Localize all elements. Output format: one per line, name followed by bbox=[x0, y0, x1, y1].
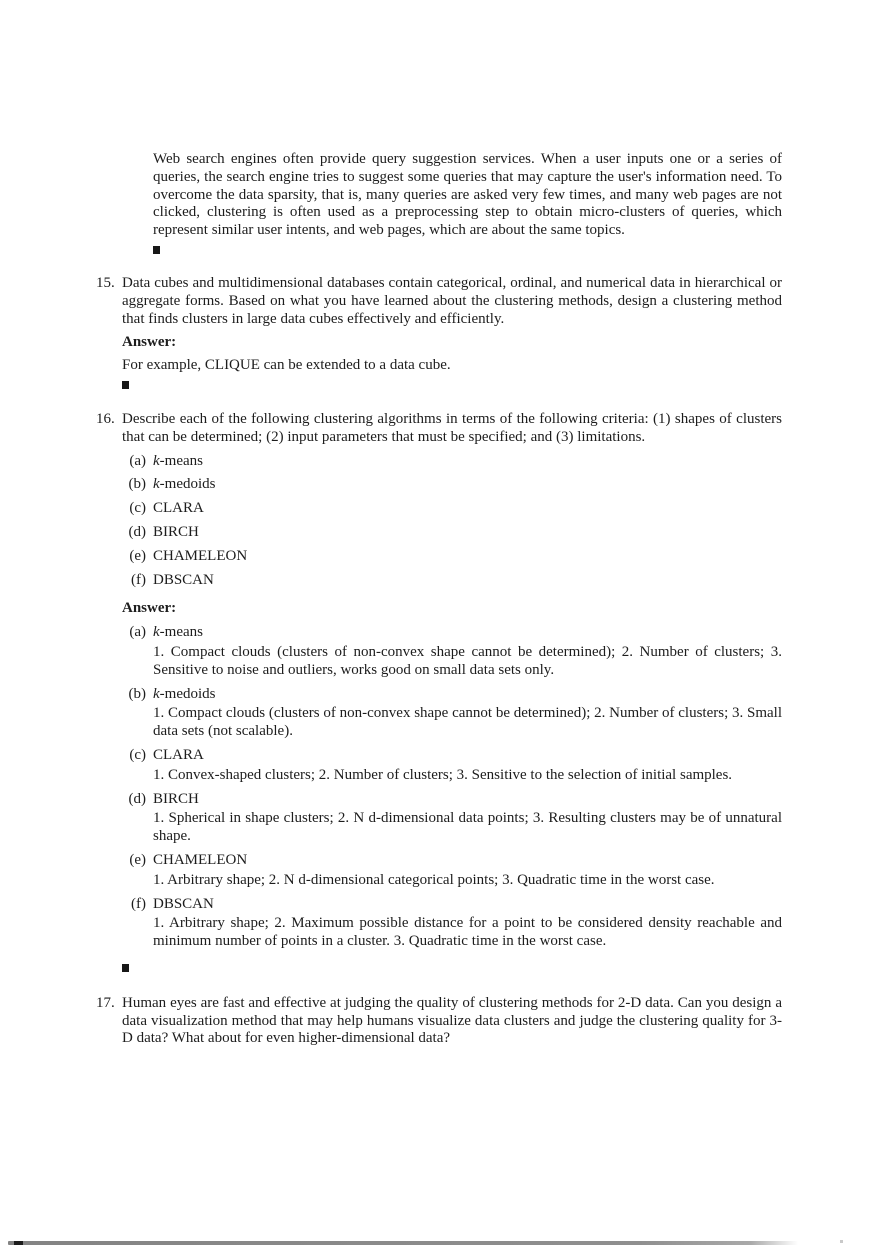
algorithm-name: BIRCH bbox=[153, 790, 199, 807]
qed-square-icon bbox=[153, 246, 160, 254]
option-label: (c) bbox=[129, 500, 146, 517]
answer-label-letter: (b) bbox=[128, 685, 146, 702]
answer-detail: 1. Spherical in shape clusters; 2. N d-dimensional data points; 3. Resulting clusters may be of unnatural shape. bbox=[153, 810, 782, 845]
page-content bbox=[96, 151, 782, 1048]
algorithm-name: DBSCAN bbox=[153, 895, 214, 912]
answer-label-letter: (f) bbox=[131, 895, 146, 912]
option-text bbox=[153, 524, 199, 540]
answer-item-e bbox=[122, 852, 782, 890]
intro-answer-continuation bbox=[153, 151, 782, 254]
answer-algorithm-name bbox=[153, 791, 199, 807]
question-17-number: 17. bbox=[96, 994, 115, 1011]
qed-row bbox=[153, 246, 782, 254]
answer-label-letter: (a) bbox=[129, 624, 146, 641]
question-16-number: 16. bbox=[96, 410, 115, 427]
option-a bbox=[122, 453, 782, 471]
question-15 bbox=[96, 275, 782, 389]
k-italic: k bbox=[153, 624, 160, 641]
question-16 bbox=[96, 411, 782, 972]
answer-item-c bbox=[122, 747, 782, 785]
question-15-text: Data cubes and multidimensional databases contain categorical, ordinal, and numerical data in hierarchical or aggregate forms. Based on what you have learned about the clustering methods, design a clustering method that finds clusters in large data cubes effectively and efficiently. bbox=[122, 274, 782, 327]
option-label: (b) bbox=[128, 476, 146, 493]
option-b bbox=[122, 476, 782, 494]
algorithm-name: -means bbox=[159, 624, 203, 641]
option-c bbox=[122, 500, 782, 518]
option-label: (a) bbox=[129, 452, 146, 469]
answer-detail: 1. Compact clouds (clusters of non-convex shape cannot be determined); 2. Number of clusters; 3. Small data sets (not scalable). bbox=[153, 705, 783, 740]
question-15-answer-text: For example, CLIQUE can be extended to a data cube. bbox=[122, 357, 451, 374]
qed-square-icon bbox=[122, 381, 129, 389]
answer-item-b bbox=[122, 686, 782, 741]
answer-item-a bbox=[122, 624, 782, 679]
algorithm-name: CLARA bbox=[153, 746, 204, 763]
option-text bbox=[153, 476, 216, 492]
option-name: DBSCAN bbox=[153, 571, 214, 588]
option-text bbox=[153, 500, 204, 516]
option-text bbox=[153, 548, 247, 564]
k-italic: k bbox=[153, 685, 160, 702]
answer-label-letter: (c) bbox=[129, 746, 146, 763]
answer-item-f bbox=[122, 896, 782, 951]
scan-edge-bar-dark-tip bbox=[14, 1241, 23, 1245]
question-15-number: 15. bbox=[96, 274, 115, 291]
algorithm-name: CHAMELEON bbox=[153, 851, 248, 868]
option-name: CLARA bbox=[153, 500, 204, 517]
answer-algorithm-name bbox=[153, 686, 216, 702]
qed-square-icon bbox=[122, 964, 129, 972]
answer-label-letter: (e) bbox=[129, 851, 146, 868]
algorithm-name: -medoids bbox=[159, 685, 216, 702]
k-italic: k bbox=[153, 452, 160, 469]
option-f bbox=[122, 572, 782, 590]
scan-speck bbox=[840, 1240, 843, 1243]
option-label: (e) bbox=[129, 547, 146, 564]
qed-row bbox=[122, 381, 782, 389]
option-label: (d) bbox=[128, 523, 146, 540]
answer-algorithm-name bbox=[153, 747, 204, 763]
question-17-text: Human eyes are fast and effective at judging the quality of clustering methods for 2-D data. Can you design a data visualization method that may help humans visualize data clusters and judge the clustering quality for 3-D data? What about for even higher-dimensional data? bbox=[122, 994, 782, 1047]
question-16-answer-label: Answer: bbox=[122, 600, 177, 617]
answer-detail: 1. Arbitrary shape; 2. N d-dimensional categorical points; 3. Quadratic time in the worst case. bbox=[153, 871, 715, 888]
option-name: -means bbox=[159, 452, 203, 469]
question-17 bbox=[96, 995, 782, 1048]
intro-paragraph: Web search engines often provide query suggestion services. When a user inputs one or a series of queries, the search engine tries to suggest some queries that may capture the user's information need. To overcome the data sparsity, that is, many queries are asked very few times, and many web pages are not clicked, clustering is often used as a preprocessing step to obtain micro-clusters of queries, which represent similar user intents, and web pages, which are about the same topics. bbox=[153, 151, 782, 239]
answer-algorithm-name bbox=[153, 624, 203, 640]
question-16-text: Describe each of the following clustering algorithms in terms of the following criteria: (1) shapes of clusters that can be determined; (2) input parameters that must be specified; and (3) limitations. bbox=[122, 410, 782, 445]
answer-item-d bbox=[122, 791, 782, 846]
answer-algorithm-name bbox=[153, 896, 214, 912]
scan-edge-bar bbox=[8, 1241, 798, 1245]
option-name: BIRCH bbox=[153, 523, 199, 540]
option-label: (f) bbox=[131, 571, 146, 588]
answer-detail: 1. Arbitrary shape; 2. Maximum possible distance for a point to be considered density reachable and minimum number of points in a cluster. 3. Quadratic time in the worst case. bbox=[153, 915, 782, 950]
answer-algorithm-name bbox=[153, 852, 247, 868]
question-16-options bbox=[122, 453, 782, 590]
k-italic: k bbox=[153, 476, 160, 493]
question-15-answer-label: Answer: bbox=[122, 334, 177, 351]
answer-detail: 1. Compact clouds (clusters of non-convex shape cannot be determined); 2. Number of clusters; 3. Sensitive to noise and outliers, works good on small data sets only. bbox=[153, 643, 782, 678]
answer-label-letter: (d) bbox=[128, 790, 146, 807]
option-text bbox=[153, 572, 214, 588]
question-16-answers bbox=[122, 624, 782, 951]
option-text bbox=[153, 453, 203, 469]
option-name: CHAMELEON bbox=[153, 547, 248, 564]
qed-row bbox=[122, 964, 782, 972]
answer-detail: 1. Convex-shaped clusters; 2. Number of clusters; 3. Sensitive to the selection of initial samples. bbox=[153, 766, 733, 783]
option-e bbox=[122, 548, 782, 566]
option-name: -medoids bbox=[159, 476, 216, 493]
option-d bbox=[122, 524, 782, 542]
